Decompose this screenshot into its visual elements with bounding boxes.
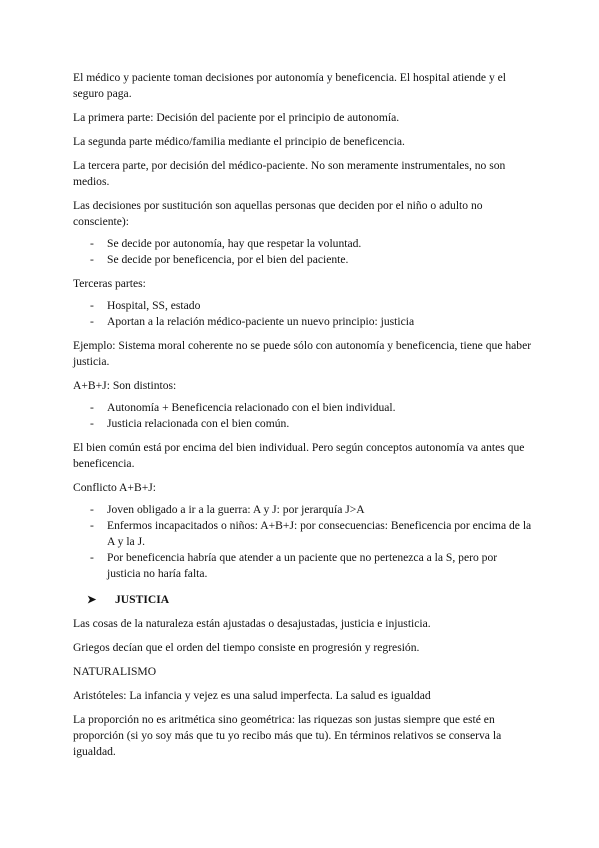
section-heading [73,592,533,608]
list-item [73,252,533,268]
dash-bullet-icon: - [90,237,94,250]
list-item [73,298,533,314]
list-item [73,518,533,550]
paragraph: La primera parte: Decisión del paciente por el principio de autonomía. [73,111,400,124]
list-item-text: Por beneficencia habría que atender a un paciente que no pertenezca a la S, pero por justicia no haría falta. [107,551,498,580]
list-item [73,416,533,432]
list-item-text: Hospital, SS, estado [107,299,201,312]
dash-bullet-icon: - [90,417,94,430]
list-item [73,236,533,252]
dash-bullet-icon: - [90,401,94,414]
list-item-text: Se decide por autonomía, hay que respetar la voluntad. [107,237,362,250]
list-item [73,550,533,582]
dash-list [73,236,533,268]
dash-bullet-icon: - [90,503,94,516]
paragraph: NATURALISMO [73,665,157,678]
paragraph: A+B+J: Son distintos: [73,379,177,392]
dash-bullet-icon: - [90,551,94,564]
dash-bullet-icon: - [90,315,94,328]
paragraph: La tercera parte, por decisión del médico-paciente. No son meramente instrumentales, no son medios. [73,159,506,188]
dash-bullet-icon: - [90,519,94,532]
list-item-text: Justicia relacionada con el bien común. [107,417,290,430]
dash-list [73,298,533,330]
dash-bullet-icon: - [90,299,94,312]
paragraph: El médico y paciente toman decisiones por autonomía y beneficencia. El hospital atiende y el seguro paga. [73,71,507,100]
list-item-text: Joven obligado a ir a la guerra: A y J: por jerarquía J>A [107,503,365,516]
arrow-bullet-icon: ➤ [87,594,97,606]
paragraph: Terceras partes: [73,277,146,290]
section-heading-title: JUSTICIA [115,593,170,606]
paragraph: Las cosas de la naturaleza están ajustadas o desajustadas, justicia e injusticia. [73,617,431,630]
list-item-text: Autonomía + Beneficencia relacionado con el bien individual. [107,401,396,414]
paragraph: La proporción no es aritmética sino geométrica: las riquezas son justas siempre que esté en proporción (si yo soy más que tu yo recibo más que tu). En términos relativos se conserva la igualdad. [73,713,502,758]
paragraph: Griegos decían que el orden del tiempo consiste en progresión y regresión. [73,641,420,654]
list-item-text: Aportan a la relación médico-paciente un nuevo principio: justicia [107,315,415,328]
list-item [73,502,533,518]
list-item [73,314,533,330]
paragraph: La segunda parte médico/familia mediante el principio de beneficencia. [73,135,405,148]
document-body [73,70,533,768]
paragraph: Conflicto A+B+J: [73,481,156,494]
paragraph: Las decisiones por sustitución son aquellas personas que deciden por el niño o adulto no consciente): [73,199,483,228]
list-item-text: Se decide por beneficencia, por el bien del paciente. [107,253,349,266]
paragraph: Aristóteles: La infancia y vejez es una salud imperfecta. La salud es igualdad [73,689,431,702]
paragraph: El bien común está por encima del bien individual. Pero según conceptos autonomía va antes que beneficencia. [73,441,525,470]
paragraph: Ejemplo: Sistema moral coherente no se puede sólo con autonomía y beneficencia, tiene que haber justicia. [73,339,532,368]
dash-bullet-icon: - [90,253,94,266]
list-item [73,400,533,416]
list-item-text: Enfermos incapacitados o niños: A+B+J: por consecuencias: Beneficencia por encima de la A y la J. [107,519,532,548]
dash-list [73,400,533,432]
dash-list [73,502,533,582]
